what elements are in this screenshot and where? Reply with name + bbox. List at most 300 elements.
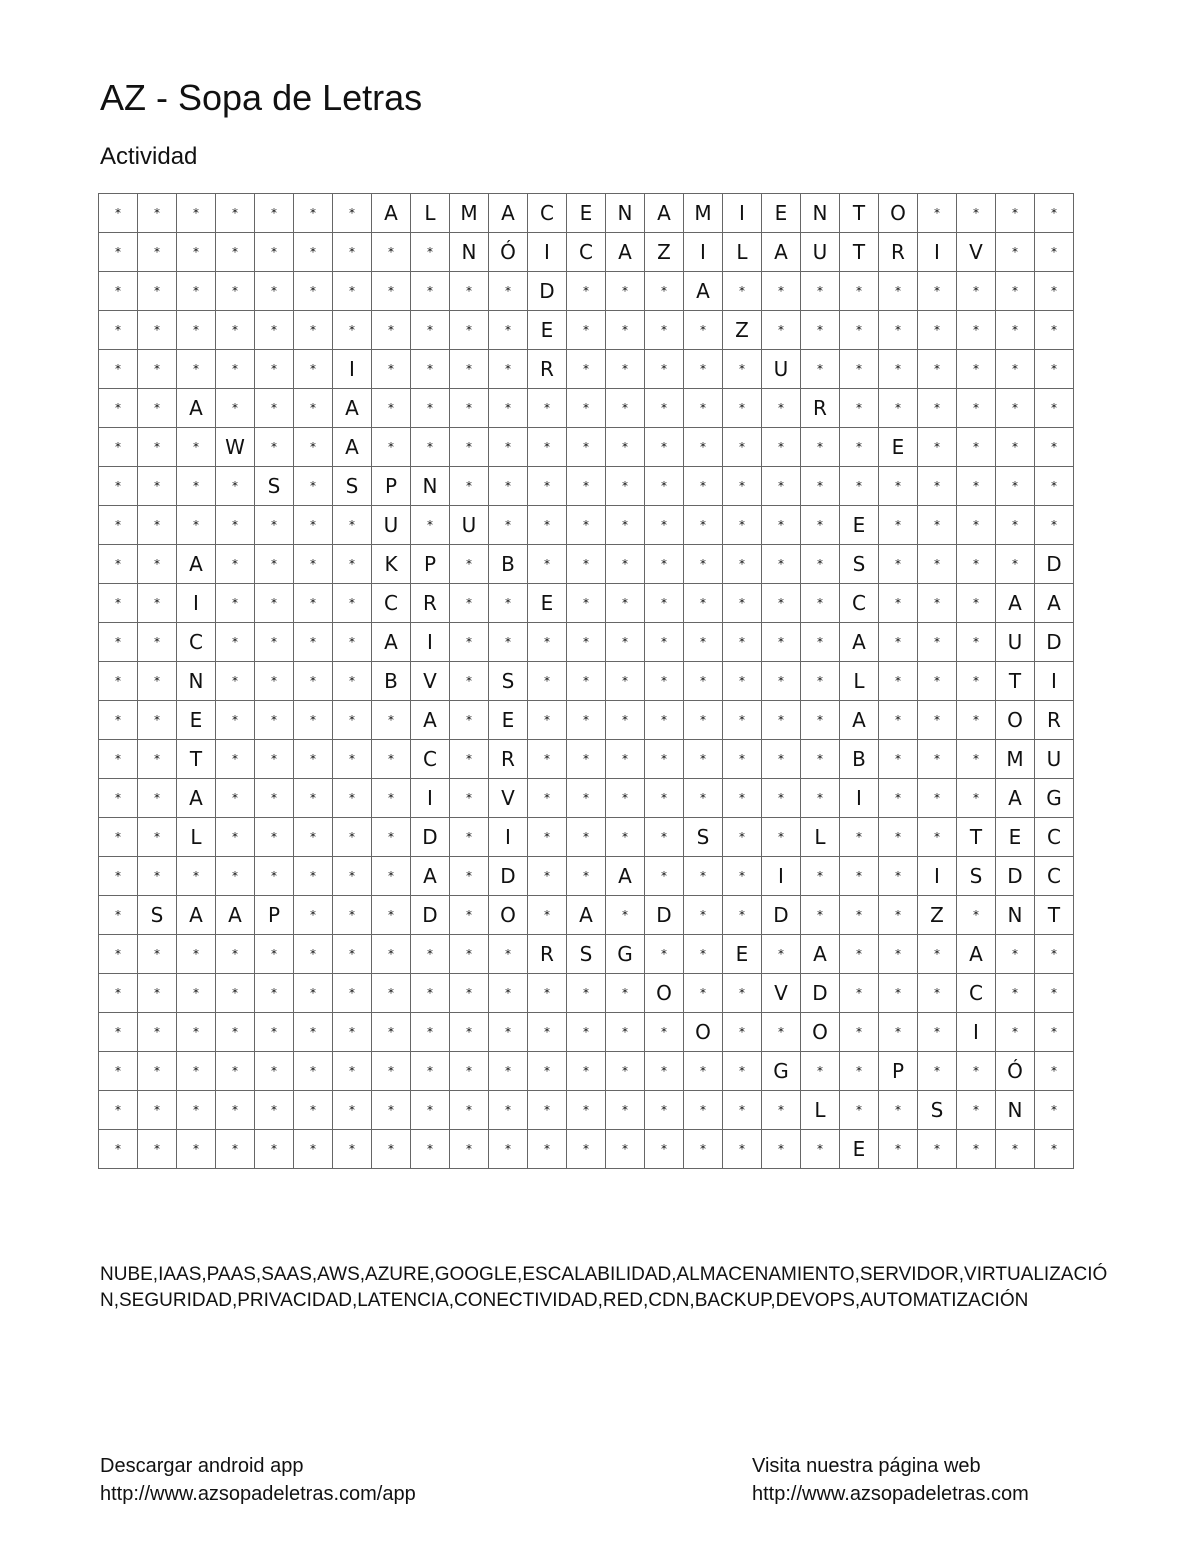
grid-cell[interactable]: * [333,662,372,701]
grid-cell[interactable]: * [684,389,723,428]
grid-cell[interactable]: * [411,272,450,311]
grid-cell[interactable]: * [99,935,138,974]
grid-cell[interactable]: * [840,389,879,428]
grid-cell[interactable]: * [645,584,684,623]
grid-cell[interactable]: * [801,740,840,779]
grid-cell[interactable]: * [723,272,762,311]
grid-cell[interactable]: * [255,740,294,779]
grid-cell[interactable]: * [333,272,372,311]
grid-cell[interactable]: * [879,311,918,350]
grid-cell[interactable]: * [840,935,879,974]
grid-cell[interactable]: T [840,233,879,272]
grid-cell[interactable]: * [255,974,294,1013]
grid-cell[interactable]: * [606,389,645,428]
grid-cell[interactable]: * [801,545,840,584]
grid-cell[interactable]: I [762,857,801,896]
grid-cell[interactable]: * [1035,194,1074,233]
grid-cell[interactable]: K [372,545,411,584]
grid-cell[interactable]: O [996,701,1035,740]
grid-cell[interactable]: S [333,467,372,506]
grid-cell[interactable]: * [996,1130,1035,1169]
grid-cell[interactable]: * [684,662,723,701]
grid-cell[interactable]: * [684,584,723,623]
grid-cell[interactable]: * [138,350,177,389]
grid-cell[interactable]: * [684,896,723,935]
grid-cell[interactable]: * [333,935,372,974]
grid-cell[interactable]: * [411,350,450,389]
grid-cell[interactable]: * [372,350,411,389]
grid-cell[interactable]: * [567,584,606,623]
grid-cell[interactable]: P [879,1052,918,1091]
grid-cell[interactable]: D [411,896,450,935]
grid-cell[interactable]: * [567,701,606,740]
grid-cell[interactable]: A [684,272,723,311]
grid-cell[interactable]: D [528,272,567,311]
grid-cell[interactable]: * [840,350,879,389]
grid-cell[interactable]: E [528,311,567,350]
grid-cell[interactable]: U [450,506,489,545]
grid-cell[interactable]: E [762,194,801,233]
grid-cell[interactable]: * [879,1130,918,1169]
grid-cell[interactable]: * [879,350,918,389]
grid-cell[interactable]: * [411,311,450,350]
grid-cell[interactable]: * [372,779,411,818]
grid-cell[interactable]: * [762,584,801,623]
grid-cell[interactable]: * [489,1013,528,1052]
grid-cell[interactable]: * [450,272,489,311]
grid-cell[interactable]: * [528,701,567,740]
grid-cell[interactable]: * [840,1091,879,1130]
grid-cell[interactable]: D [411,818,450,857]
grid-cell[interactable]: * [723,1091,762,1130]
grid-cell[interactable]: * [567,818,606,857]
grid-cell[interactable]: * [723,350,762,389]
grid-cell[interactable]: * [996,389,1035,428]
grid-cell[interactable]: * [957,896,996,935]
grid-cell[interactable]: * [567,1130,606,1169]
grid-cell[interactable]: * [840,467,879,506]
grid-cell[interactable]: * [99,974,138,1013]
grid-cell[interactable]: * [606,974,645,1013]
grid-cell[interactable]: * [216,818,255,857]
grid-cell[interactable]: * [723,1013,762,1052]
grid-cell[interactable]: * [879,623,918,662]
grid-cell[interactable]: L [801,1091,840,1130]
grid-cell[interactable]: * [528,389,567,428]
grid-cell[interactable]: I [918,857,957,896]
grid-cell[interactable]: * [723,896,762,935]
grid-cell[interactable]: * [762,1013,801,1052]
grid-cell[interactable]: I [918,233,957,272]
grid-cell[interactable]: A [216,896,255,935]
grid-cell[interactable]: * [528,545,567,584]
grid-cell[interactable]: * [567,1091,606,1130]
grid-cell[interactable]: N [801,194,840,233]
grid-cell[interactable]: * [333,740,372,779]
grid-cell[interactable]: * [1035,233,1074,272]
grid-cell[interactable]: * [99,545,138,584]
grid-cell[interactable]: * [450,1013,489,1052]
grid-cell[interactable]: U [996,623,1035,662]
grid-cell[interactable]: * [216,1052,255,1091]
grid-cell[interactable]: * [957,350,996,389]
grid-cell[interactable]: * [138,233,177,272]
grid-cell[interactable]: * [723,857,762,896]
grid-cell[interactable]: T [1035,896,1074,935]
grid-cell[interactable]: * [333,194,372,233]
grid-cell[interactable]: * [957,779,996,818]
grid-cell[interactable]: * [216,935,255,974]
grid-cell[interactable]: * [450,350,489,389]
grid-cell[interactable]: * [645,272,684,311]
grid-cell[interactable]: * [918,623,957,662]
grid-cell[interactable]: * [138,467,177,506]
grid-cell[interactable]: * [723,974,762,1013]
grid-cell[interactable]: * [684,428,723,467]
grid-cell[interactable]: * [801,506,840,545]
grid-cell[interactable]: * [177,506,216,545]
grid-cell[interactable]: A [177,389,216,428]
grid-cell[interactable]: * [372,974,411,1013]
grid-cell[interactable]: * [216,350,255,389]
grid-cell[interactable]: * [528,974,567,1013]
grid-cell[interactable]: * [567,545,606,584]
grid-cell[interactable]: D [645,896,684,935]
grid-cell[interactable]: * [606,896,645,935]
grid-cell[interactable]: * [996,974,1035,1013]
grid-cell[interactable]: P [372,467,411,506]
grid-cell[interactable]: I [528,233,567,272]
grid-cell[interactable]: L [411,194,450,233]
grid-cell[interactable]: * [606,701,645,740]
grid-cell[interactable]: * [255,506,294,545]
grid-cell[interactable]: * [294,506,333,545]
grid-cell[interactable]: * [996,545,1035,584]
grid-cell[interactable]: * [684,545,723,584]
grid-cell[interactable]: * [918,1013,957,1052]
grid-cell[interactable]: * [294,623,333,662]
grid-cell[interactable]: I [411,623,450,662]
grid-cell[interactable]: E [528,584,567,623]
grid-cell[interactable]: * [567,779,606,818]
grid-cell[interactable]: * [996,467,1035,506]
grid-cell[interactable]: * [645,818,684,857]
grid-cell[interactable]: * [99,818,138,857]
grid-cell[interactable]: * [528,779,567,818]
grid-cell[interactable]: N [450,233,489,272]
grid-cell[interactable]: * [606,623,645,662]
grid-cell[interactable]: * [333,1013,372,1052]
grid-cell[interactable]: I [957,1013,996,1052]
grid-cell[interactable]: * [879,896,918,935]
grid-cell[interactable]: C [528,194,567,233]
grid-cell[interactable]: * [606,584,645,623]
grid-cell[interactable]: * [216,662,255,701]
grid-cell[interactable]: * [333,506,372,545]
grid-cell[interactable]: * [411,974,450,1013]
grid-cell[interactable]: * [879,1013,918,1052]
grid-cell[interactable]: A [489,194,528,233]
grid-cell[interactable]: * [333,1091,372,1130]
grid-cell[interactable]: * [177,857,216,896]
grid-cell[interactable]: * [840,818,879,857]
grid-cell[interactable]: * [255,350,294,389]
grid-cell[interactable]: * [918,467,957,506]
grid-cell[interactable]: * [996,1013,1035,1052]
grid-cell[interactable]: A [996,779,1035,818]
grid-cell[interactable]: * [99,1130,138,1169]
grid-cell[interactable]: I [840,779,879,818]
grid-cell[interactable]: * [177,194,216,233]
grid-cell[interactable]: * [333,1052,372,1091]
grid-cell[interactable]: * [450,428,489,467]
grid-cell[interactable]: * [645,740,684,779]
grid-cell[interactable]: * [840,272,879,311]
grid-cell[interactable]: V [762,974,801,1013]
grid-cell[interactable]: * [411,428,450,467]
grid-cell[interactable]: * [996,506,1035,545]
grid-cell[interactable]: * [801,623,840,662]
grid-cell[interactable]: * [762,311,801,350]
grid-cell[interactable]: * [684,1130,723,1169]
grid-cell[interactable]: S [957,857,996,896]
grid-cell[interactable]: * [489,1091,528,1130]
grid-cell[interactable]: * [138,272,177,311]
grid-cell[interactable]: O [645,974,684,1013]
grid-cell[interactable]: * [645,662,684,701]
grid-cell[interactable]: * [372,311,411,350]
grid-cell[interactable]: * [333,818,372,857]
grid-cell[interactable]: * [1035,1013,1074,1052]
grid-cell[interactable]: D [762,896,801,935]
grid-cell[interactable]: * [216,233,255,272]
grid-cell[interactable]: * [918,272,957,311]
grid-cell[interactable]: * [255,584,294,623]
grid-cell[interactable]: * [450,1052,489,1091]
grid-cell[interactable]: * [99,233,138,272]
grid-cell[interactable]: * [957,1091,996,1130]
grid-cell[interactable]: * [723,1130,762,1169]
grid-cell[interactable]: * [879,389,918,428]
grid-cell[interactable]: * [177,467,216,506]
grid-cell[interactable]: * [216,389,255,428]
grid-cell[interactable]: * [645,1013,684,1052]
grid-cell[interactable]: C [1035,818,1074,857]
grid-cell[interactable]: * [567,350,606,389]
grid-cell[interactable]: * [918,935,957,974]
grid-cell[interactable]: * [333,623,372,662]
grid-cell[interactable]: * [489,1052,528,1091]
grid-cell[interactable]: * [138,1013,177,1052]
grid-cell[interactable]: E [489,701,528,740]
grid-cell[interactable]: * [918,1130,957,1169]
grid-cell[interactable]: * [489,623,528,662]
grid-cell[interactable]: * [138,740,177,779]
grid-cell[interactable]: * [450,584,489,623]
grid-cell[interactable]: * [762,272,801,311]
grid-cell[interactable]: A [177,779,216,818]
grid-cell[interactable]: * [138,701,177,740]
grid-cell[interactable]: * [840,896,879,935]
grid-cell[interactable]: Z [645,233,684,272]
grid-cell[interactable]: * [294,1052,333,1091]
grid-cell[interactable]: S [567,935,606,974]
grid-cell[interactable]: A [372,194,411,233]
grid-cell[interactable]: D [1035,545,1074,584]
grid-cell[interactable]: * [177,311,216,350]
grid-cell[interactable]: * [99,389,138,428]
grid-cell[interactable]: * [294,818,333,857]
grid-cell[interactable]: * [489,935,528,974]
grid-cell[interactable]: * [294,233,333,272]
grid-cell[interactable]: * [840,974,879,1013]
grid-cell[interactable]: A [957,935,996,974]
grid-cell[interactable]: * [450,857,489,896]
grid-cell[interactable]: * [684,935,723,974]
grid-cell[interactable]: * [801,857,840,896]
grid-cell[interactable]: * [918,428,957,467]
grid-cell[interactable]: * [723,389,762,428]
grid-cell[interactable]: * [216,779,255,818]
grid-cell[interactable]: * [99,506,138,545]
grid-cell[interactable]: * [528,428,567,467]
grid-cell[interactable]: * [255,662,294,701]
grid-cell[interactable]: M [684,194,723,233]
grid-cell[interactable]: * [489,389,528,428]
grid-cell[interactable]: * [216,506,255,545]
grid-cell[interactable]: * [255,701,294,740]
grid-cell[interactable]: A [177,545,216,584]
grid-cell[interactable]: * [723,545,762,584]
grid-cell[interactable]: * [684,1052,723,1091]
grid-cell[interactable]: * [1035,389,1074,428]
grid-cell[interactable]: I [684,233,723,272]
grid-cell[interactable]: S [138,896,177,935]
grid-cell[interactable]: * [762,428,801,467]
grid-cell[interactable]: * [372,701,411,740]
grid-cell[interactable]: * [996,428,1035,467]
grid-cell[interactable]: P [255,896,294,935]
grid-cell[interactable]: * [333,974,372,1013]
grid-cell[interactable]: B [372,662,411,701]
grid-cell[interactable]: * [840,311,879,350]
grid-cell[interactable]: * [801,779,840,818]
grid-cell[interactable]: * [801,701,840,740]
grid-cell[interactable]: * [801,662,840,701]
grid-cell[interactable]: * [684,1091,723,1130]
grid-cell[interactable]: * [723,662,762,701]
grid-cell[interactable]: * [255,389,294,428]
grid-cell[interactable]: * [723,623,762,662]
grid-cell[interactable]: * [528,1013,567,1052]
grid-cell[interactable]: O [879,194,918,233]
grid-cell[interactable]: * [372,935,411,974]
grid-cell[interactable]: * [333,896,372,935]
grid-cell[interactable]: N [177,662,216,701]
grid-cell[interactable]: C [1035,857,1074,896]
grid-cell[interactable]: * [333,545,372,584]
grid-cell[interactable]: L [801,818,840,857]
grid-cell[interactable]: R [1035,701,1074,740]
grid-cell[interactable]: * [294,974,333,1013]
grid-cell[interactable]: * [645,428,684,467]
grid-cell[interactable]: * [411,1052,450,1091]
grid-cell[interactable]: * [567,1052,606,1091]
grid-cell[interactable]: O [801,1013,840,1052]
grid-cell[interactable]: * [216,1130,255,1169]
grid-cell[interactable]: * [372,389,411,428]
grid-cell[interactable]: G [762,1052,801,1091]
grid-cell[interactable]: * [606,467,645,506]
grid-cell[interactable]: * [567,1013,606,1052]
grid-cell[interactable]: * [918,818,957,857]
grid-cell[interactable]: * [333,857,372,896]
grid-cell[interactable]: * [372,428,411,467]
grid-cell[interactable]: * [372,1130,411,1169]
grid-cell[interactable]: * [411,506,450,545]
grid-cell[interactable]: S [684,818,723,857]
grid-cell[interactable]: * [294,428,333,467]
grid-cell[interactable]: * [723,740,762,779]
grid-cell[interactable]: * [216,1013,255,1052]
grid-cell[interactable]: * [918,311,957,350]
grid-cell[interactable]: U [762,350,801,389]
grid-cell[interactable]: * [99,740,138,779]
grid-cell[interactable]: * [294,1091,333,1130]
grid-cell[interactable]: * [138,389,177,428]
grid-cell[interactable]: A [1035,584,1074,623]
grid-cell[interactable]: G [606,935,645,974]
grid-cell[interactable]: * [177,233,216,272]
grid-cell[interactable]: * [138,935,177,974]
grid-cell[interactable]: E [879,428,918,467]
grid-cell[interactable]: * [255,1013,294,1052]
grid-cell[interactable]: A [801,935,840,974]
grid-cell[interactable]: * [372,818,411,857]
grid-cell[interactable]: * [216,311,255,350]
grid-cell[interactable]: * [918,194,957,233]
grid-cell[interactable]: E [177,701,216,740]
grid-cell[interactable]: * [879,818,918,857]
grid-cell[interactable]: * [528,740,567,779]
grid-cell[interactable]: * [450,935,489,974]
grid-cell[interactable]: R [528,350,567,389]
grid-cell[interactable]: * [489,428,528,467]
grid-cell[interactable]: * [99,1091,138,1130]
grid-cell[interactable]: * [450,896,489,935]
grid-cell[interactable]: I [1035,662,1074,701]
grid-cell[interactable]: W [216,428,255,467]
grid-cell[interactable]: * [684,506,723,545]
grid-cell[interactable]: * [138,428,177,467]
grid-cell[interactable]: * [567,428,606,467]
grid-cell[interactable]: * [294,311,333,350]
grid-cell[interactable]: * [99,311,138,350]
grid-cell[interactable]: R [528,935,567,974]
grid-cell[interactable]: * [567,623,606,662]
grid-cell[interactable]: * [99,662,138,701]
grid-cell[interactable]: * [762,389,801,428]
grid-cell[interactable]: * [801,1130,840,1169]
grid-cell[interactable]: * [450,623,489,662]
grid-cell[interactable]: * [996,272,1035,311]
grid-cell[interactable]: * [489,350,528,389]
grid-cell[interactable]: * [879,506,918,545]
grid-cell[interactable]: C [840,584,879,623]
grid-cell[interactable]: * [99,701,138,740]
grid-cell[interactable]: * [879,857,918,896]
grid-cell[interactable]: * [99,428,138,467]
